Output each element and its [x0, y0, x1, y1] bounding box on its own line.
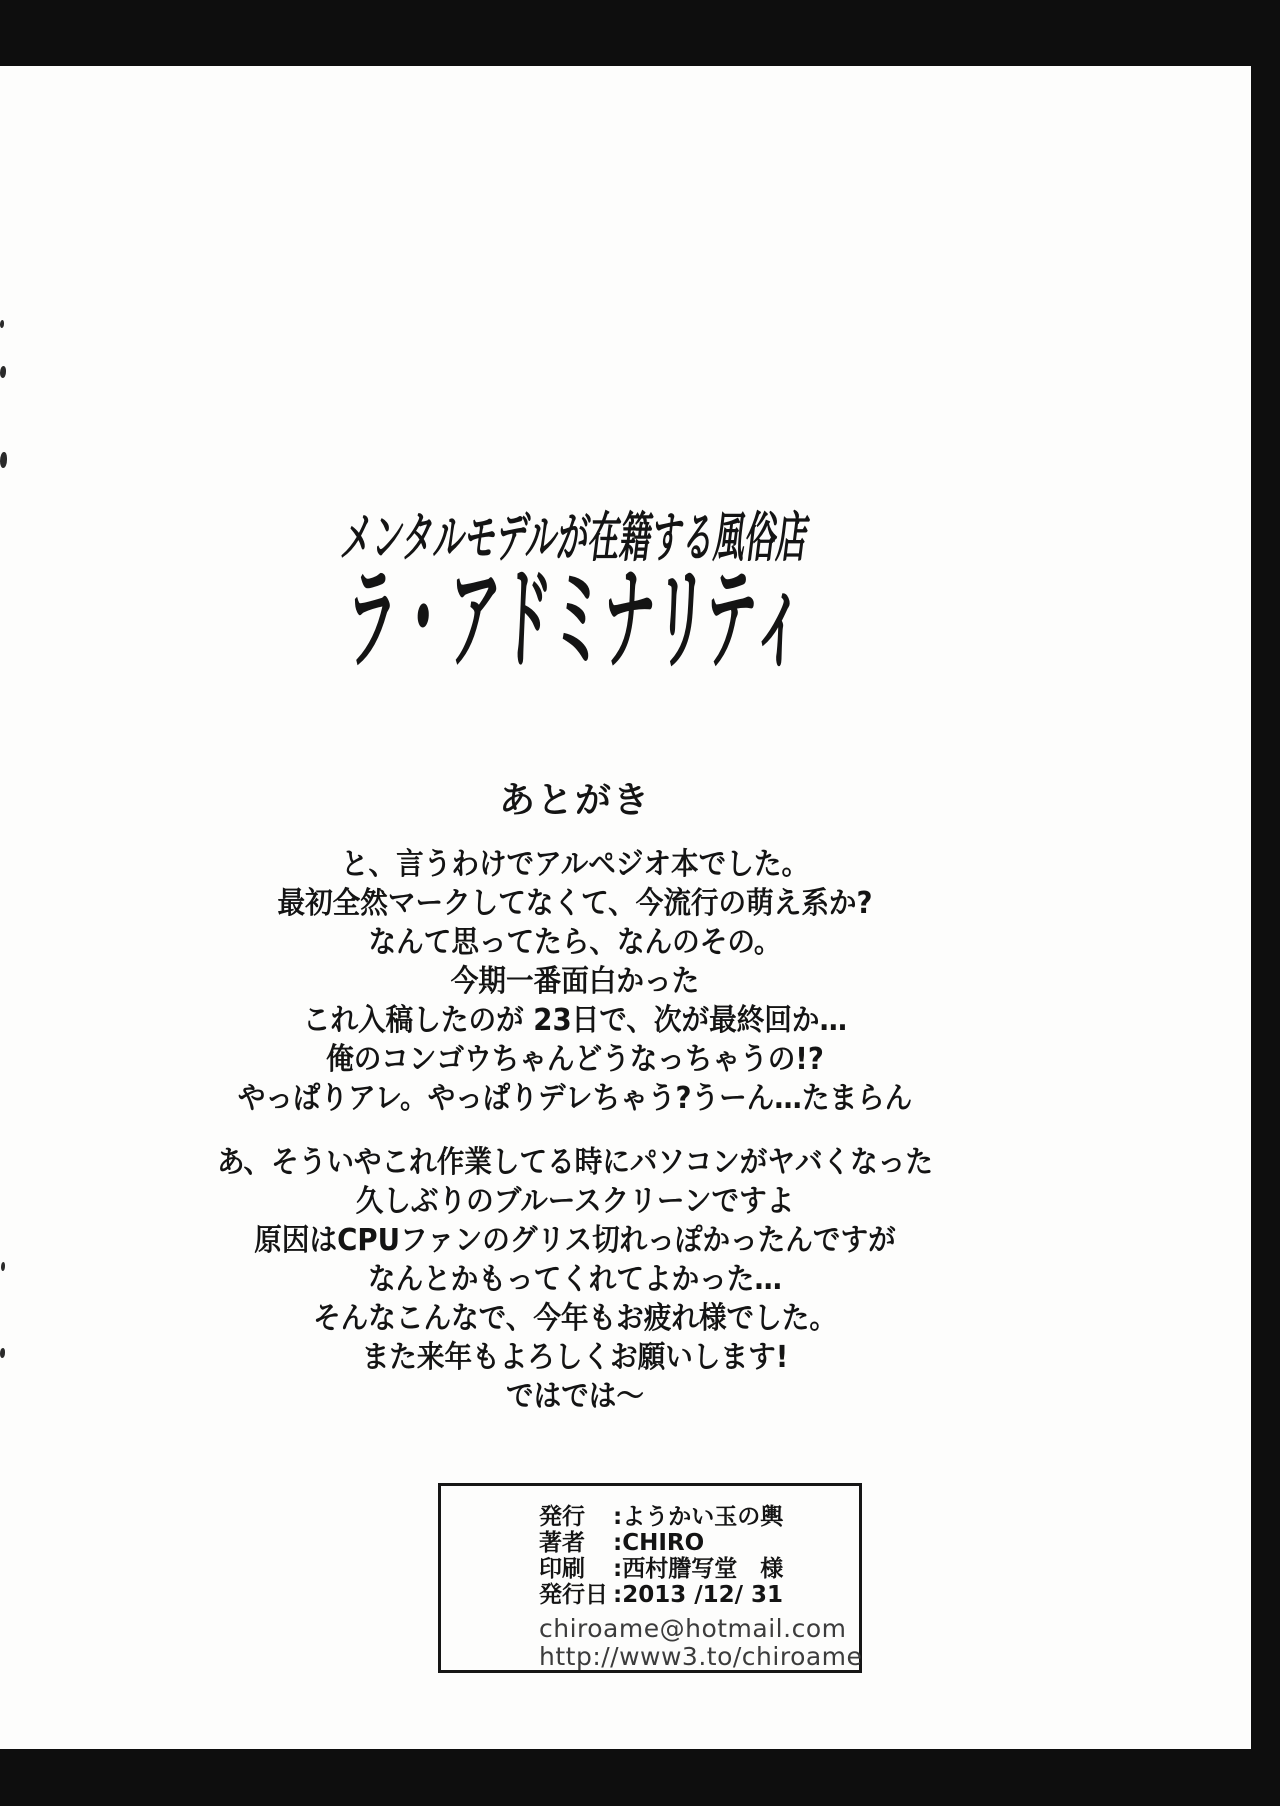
colophon-row-pubdate — [539, 1582, 849, 1608]
colophon-label: 発行 — [539, 1504, 585, 1530]
colophon-value: 西村謄写堂 様 — [622, 1556, 784, 1582]
colophon-label: 発行日 — [539, 1582, 608, 1608]
afterword-line: と、言うわけでアルペジオ本でした。 — [340, 847, 810, 882]
colophon-label: 印刷 — [539, 1556, 585, 1582]
afterword-line: また来年もよろしくお願いします! — [361, 1340, 789, 1375]
afterword-line: なんとかもってくれてよかった… — [368, 1262, 782, 1297]
scan-edge-top — [0, 0, 1280, 66]
scan-speck — [0, 366, 6, 378]
scan-speck — [0, 452, 7, 468]
contact-url: http://www3.to/chiroame — [539, 1642, 863, 1671]
afterword-paragraph-1 — [46, 845, 1104, 1118]
afterword-line: ではでは〜 — [506, 1379, 644, 1414]
colophon-label: 著者 — [539, 1530, 585, 1556]
colophon-row-publisher — [539, 1504, 849, 1530]
afterword-line: 今期一番面白かった — [450, 964, 700, 999]
afterword-line: やっぱりアレ。やっぱりデレちゃう?うーん…たまらん — [237, 1081, 913, 1116]
contact-email: chiroame@hotmail.com — [539, 1614, 847, 1643]
title-block — [0, 506, 1150, 686]
afterword-line: なんて思ってたら、なんのその。 — [368, 925, 782, 960]
colophon-value: ようかい玉の輿 — [622, 1504, 784, 1530]
scan-speck — [0, 320, 4, 328]
scan-edge-right — [1251, 0, 1280, 1806]
scan-edge-bottom — [0, 1749, 1280, 1806]
colophon-row-author — [539, 1530, 849, 1556]
colophon-value: 2013 /12/ 31 — [622, 1582, 784, 1608]
colophon-box — [438, 1483, 862, 1673]
colophon-row-printer — [539, 1556, 849, 1582]
afterword-line: 俺のコンゴウちゃんどうなっちゃうの!? — [326, 1042, 824, 1077]
scan-speck — [0, 1348, 5, 1358]
colophon-contact — [539, 1614, 863, 1671]
colophon-colon: : — [613, 1530, 623, 1556]
afterword-line: あ、そういやこれ作業してる時にパソコンがヤバくなった — [217, 1145, 933, 1180]
afterword-paragraph-2 — [46, 1143, 1104, 1416]
afterword-line: そんなこんなで、今年もお疲れ様でした。 — [313, 1301, 837, 1336]
colophon-colon: : — [613, 1582, 623, 1608]
colophon-colon: : — [613, 1504, 623, 1530]
afterword-line: これ入稿したのが 23日で、次が最終回か… — [302, 1003, 848, 1038]
book-subtitle: メンタルモデルが在籍する風俗店 — [337, 506, 813, 569]
scan-speck — [1, 1262, 5, 1271]
book-title: ラ・アドミナリティ — [343, 555, 807, 686]
afterword-line: 久しぶりのブルースクリーンですよ — [355, 1184, 795, 1219]
colophon-value: CHIRO — [622, 1530, 705, 1556]
afterword-line: 最初全然マークしてなくて、今流行の萌え系か? — [277, 886, 873, 921]
colophon-colon: : — [613, 1556, 623, 1582]
afterword-heading: あとがき — [498, 780, 651, 821]
afterword-line: 原因はCPUファンのグリス切れっぽかったんですが — [254, 1223, 896, 1258]
